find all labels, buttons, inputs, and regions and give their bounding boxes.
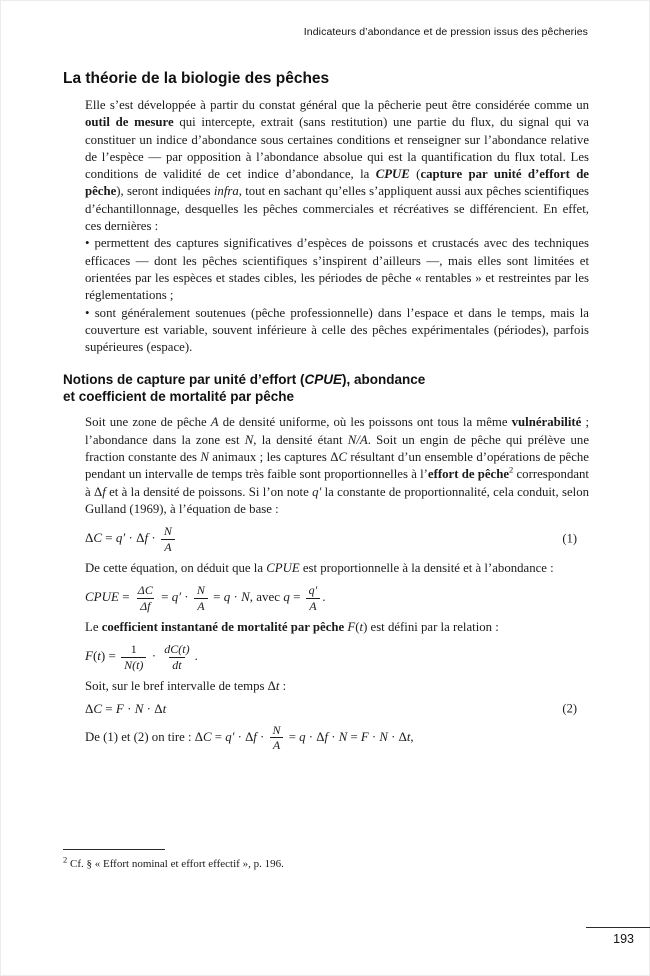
page-number: 193: [613, 932, 634, 946]
text-run: =: [211, 729, 226, 744]
math-var: f: [253, 729, 257, 744]
fraction-denominator: A: [306, 598, 319, 613]
paragraph-cpue-intro: [85, 560, 589, 577]
bold-run: outil de mesure: [85, 115, 174, 130]
paragraph-conclusion: [85, 723, 589, 753]
text-run: , la densité étant: [253, 432, 348, 447]
bold-run: vulnérabilité: [511, 415, 582, 430]
math-var: C: [338, 450, 347, 465]
math-run: .: [194, 648, 198, 664]
fraction-denominator: A: [194, 598, 207, 613]
text-run: animaux ; les captures Δ: [208, 450, 339, 465]
text-run: ·: [328, 729, 339, 744]
equation-2: [85, 701, 589, 717]
page-content: [63, 70, 589, 753]
text-run: Notions de capture par unité d’effort (: [63, 372, 305, 388]
math-var: CPUE: [85, 589, 119, 605]
paragraph-interval: [85, 678, 589, 695]
math-var: N/A: [347, 432, 368, 447]
bold-run: effort de pêche: [427, 467, 510, 482]
text-run: (: [409, 167, 421, 182]
fraction-numerator: N: [163, 524, 172, 539]
text-run: · Δ: [234, 729, 254, 744]
footnote-ref: 2: [509, 465, 514, 476]
math-var: A: [210, 415, 219, 430]
math-var: F: [360, 729, 369, 744]
text-run: =: [347, 729, 361, 744]
fraction: [306, 583, 321, 613]
math-run: (: [92, 648, 98, 664]
text-run: et à la densité de poissons. Si l’on note: [105, 484, 313, 499]
math-run: =: [157, 589, 172, 605]
footnote: [63, 849, 589, 871]
fraction-denominator: A: [270, 737, 283, 752]
footnote-marker: 2: [63, 854, 68, 865]
text-run: , tout en sachant qu’elles s’appliquent aussi aux pêches scientifiques d’échantillonnage, desquelles les pêches commerciales et récréatives se différencient. En effet, ces dernières :: [85, 184, 589, 234]
math-var: t: [406, 729, 411, 744]
text-run: ·: [368, 729, 380, 744]
text-run: de densité uniforme, où les poissons ont tous la même: [218, 415, 512, 430]
math-var: C: [93, 701, 103, 717]
math-var: F: [85, 648, 93, 664]
math-var: N: [134, 701, 144, 717]
text-run: et coefficient de mortalité par pêche: [63, 389, 295, 405]
fraction-numerator: q′: [308, 583, 318, 598]
text-run: · Δ: [305, 729, 325, 744]
text-run: ,: [410, 729, 414, 744]
text-run: ), seront indiquées: [116, 184, 214, 199]
math-var: t: [359, 620, 364, 635]
math-var: F: [115, 701, 124, 717]
text-run: ; l’abondance dans la zone est: [85, 415, 590, 447]
math-var: f: [324, 729, 329, 744]
footnote-separator: [63, 849, 165, 850]
text-run: (: [355, 620, 360, 635]
text-run: résultant d’un ensemble d’opérations de pêche pendant un intervalle de temps très faible sont proportionnelles à l’: [85, 450, 589, 482]
fraction-denominator: A: [161, 539, 174, 554]
math-run: =: [102, 701, 116, 717]
subsection-title: [63, 371, 589, 405]
math-var: q′: [171, 589, 182, 605]
math-run: ·: [181, 589, 192, 605]
fraction-denominator: Δf: [137, 598, 153, 613]
paragraph-definitions: [85, 414, 589, 518]
term-cpue: CPUE: [304, 372, 343, 388]
math-run: .: [322, 589, 326, 605]
math-var: t: [97, 648, 101, 664]
bullet-item-2: • sont généralement soutenues (pêche professionnelle) dans l’espace et dans le temps, mais la couverture est variable, souvent inférieure à celle des pêches expérimentales (périodes), parfois supérieures (espace).: [85, 305, 589, 355]
math-var: q′: [115, 530, 126, 546]
text-run: Elle s’est développée à partir du constat général que la pêcherie peut être considérée comme un: [85, 98, 589, 112]
fraction: [161, 642, 192, 672]
term-cpue: CPUE: [266, 561, 300, 576]
math-var: f: [144, 530, 149, 546]
math-var: q: [283, 589, 290, 605]
math-var: N: [338, 729, 348, 744]
math-var: N: [200, 450, 209, 465]
math-var: q: [223, 589, 231, 605]
page-footer: [586, 927, 650, 946]
math-var: q′: [225, 729, 235, 744]
text-run: qui intercepte, extrait (sans restitution) une partie du flux, du signal qui va constituer un indice d’abondance sous certaines conditions et renseigner sur l’abondance relative de l’espèce — par opposition à l’abondance absolue qui est la quantification du flux total. Les conditions de validité de cet indice d’abondance, la: [85, 115, 589, 182]
fraction-numerator: dC(t): [164, 642, 190, 657]
math-run: ·: [230, 589, 242, 605]
intro-paragraph: [85, 97, 589, 235]
math-run: ·: [148, 648, 160, 664]
text-run: Soit, sur le bref intervalle de temps Δ: [85, 679, 276, 694]
text-run: correspondant à Δ: [85, 467, 589, 499]
equation-number: (1): [562, 531, 577, 546]
text-run: est défini par la relation :: [367, 620, 499, 635]
fraction: [135, 583, 156, 613]
text-run: De (1) et (2) on tire : Δ: [85, 729, 204, 744]
bullet-item-1: • permettent des captures significatives d’espèces de poissons et crustacés avec des techniques efficaces — dont les pêches scientifiques s’inspirent d’ailleurs —, mais elles sont limitées et orientées par les espèces et stades cibles, les périodes de pêche « rentables » et restreintes par les réglementations ;: [85, 236, 589, 303]
paragraph-mortality: [85, 619, 589, 636]
fraction: [194, 583, 208, 613]
text-run: =: [285, 729, 300, 744]
equation-f: [85, 642, 589, 672]
math-run: Δ: [85, 530, 94, 546]
math-run: · Δ: [143, 701, 163, 717]
text-run: Soit une zone de pêche: [85, 415, 211, 430]
text-run: . Soit un engin de pêche qui prélève une fraction constante des: [85, 432, 589, 465]
fraction: [121, 642, 146, 672]
math-run: Δ: [85, 701, 94, 717]
section2-body: [85, 414, 589, 752]
math-var: N: [379, 729, 388, 744]
fraction-numerator: 1: [130, 642, 137, 657]
section-title: La théorie de la biologie des pêches: [63, 70, 330, 87]
text-run: De cette équation, on déduit que la: [85, 561, 267, 576]
math-run: =: [289, 589, 304, 605]
math-var: t: [275, 679, 280, 694]
math-var: F: [347, 620, 356, 635]
fraction-denominator: N(t): [121, 657, 146, 672]
text-run: :: [279, 679, 287, 694]
text-run: ), abondance: [342, 372, 426, 388]
math-run: =: [209, 589, 224, 605]
math-run: =: [102, 530, 116, 546]
equation-cpue: [85, 583, 589, 613]
math-run: ) =: [100, 648, 120, 664]
math-run: , avec: [249, 589, 284, 605]
footnote-line: [63, 854, 589, 871]
running-header: Indicateurs d’abondance et de pression issus des pêcheries: [303, 26, 588, 38]
fraction-numerator: N: [196, 583, 205, 598]
math-var: C: [93, 530, 103, 546]
math-run: ·: [123, 701, 135, 717]
section1-body: [85, 97, 589, 356]
term-cpue: CPUE: [375, 167, 410, 182]
italic-run: infra: [213, 184, 239, 199]
text-run: · Δ: [387, 729, 407, 744]
math-var: C: [203, 729, 212, 744]
math-run: ·: [148, 530, 159, 546]
text-run: ·: [256, 729, 268, 744]
text-run: est proportionnelle à la densité et à l’abondance :: [299, 561, 554, 576]
math-run: · Δ: [125, 530, 145, 546]
bold-run: capture par unité d’effort de pêche: [85, 167, 589, 199]
text-run: Le: [85, 620, 102, 635]
math-var: f: [102, 484, 106, 499]
fraction: [161, 524, 175, 554]
math-var: t: [162, 701, 167, 717]
fraction-denominator: dt: [169, 657, 184, 672]
math-var: q: [299, 729, 306, 744]
text-run: la constante de proportionnalité, cela conduit, selon Gulland (1969), à l’équation de base :: [85, 484, 590, 516]
equation-1: [85, 524, 589, 554]
footnote-text: Cf. § « Effort nominal et effort effectif », p. 196.: [67, 858, 284, 870]
fraction-numerator: N: [272, 723, 281, 738]
bold-run: coefficient instantané de mortalité par pêche: [101, 620, 345, 635]
fraction: [270, 723, 284, 753]
math-var: q′: [312, 484, 322, 499]
fraction-numerator: ΔC: [137, 583, 153, 598]
math-var: N: [241, 589, 250, 605]
text-run: ): [363, 620, 368, 635]
math-run: =: [118, 589, 133, 605]
math-var: N: [244, 432, 254, 447]
equation-number: (2): [562, 701, 577, 716]
